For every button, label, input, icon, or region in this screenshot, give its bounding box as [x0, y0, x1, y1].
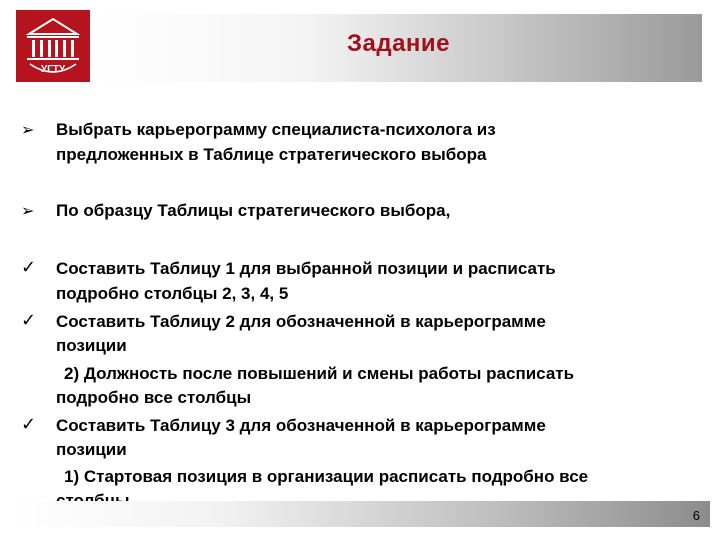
bullet-4-line-2: позиции	[56, 336, 127, 355]
check-bullet-icon: ✓	[21, 310, 37, 331]
bullet-5-line-2: позиции	[56, 440, 127, 459]
bullet-3-line-1: Составить Таблицу 1 для выбранной позиции и расписать	[56, 259, 556, 278]
page-number: 6	[692, 508, 700, 523]
logo-text: УГТУ	[40, 64, 66, 75]
footer-bar	[10, 501, 710, 527]
check-bullet-icon: ✓	[21, 414, 37, 435]
bullet-5-line-1: Составить Таблицу 3 для обозначенной в карьерограмме	[56, 416, 546, 435]
bullet-1-line-1: Выбрать карьерограмму специалиста-психолога из	[56, 120, 496, 139]
bullet-2-line-1: По образцу Таблицы стратегического выбора,	[56, 201, 451, 220]
bullet-4-line-1: Составить Таблицу 2 для обозначенной в карьерограмме	[56, 312, 546, 331]
bullet-4-line-4: подробно все столбцы	[56, 388, 252, 407]
check-bullet-icon: ✓	[21, 257, 37, 278]
page-title: Задание	[346, 30, 451, 57]
bullet-4-line-3: 2) Должность после повышений и смены работы расписать	[64, 364, 575, 383]
bullet-1-line-2: предложенных в Таблице стратегического выбора	[56, 145, 487, 164]
bullet-3-line-2: подробно столбцы 2, 3, 4, 5	[56, 284, 289, 303]
arrow-bullet-icon: ➢	[21, 120, 35, 139]
arrow-bullet-icon: ➢	[21, 201, 35, 220]
bullet-5-line-3: 1) Стартовая позиция в организации расписать подробно все	[64, 467, 589, 486]
